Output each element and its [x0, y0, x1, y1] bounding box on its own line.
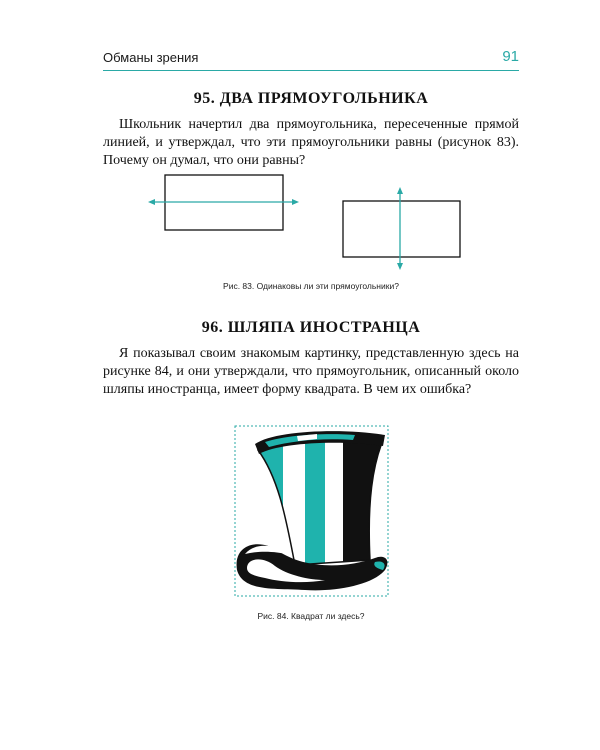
- rectangle-vertical: [343, 201, 460, 257]
- section-95-text: Школьник начертил два прямоугольника, пересеченные прямой линией, и утверждал, что эти прямоугольники равны (рисунок 83). Почему он думал, что они равны?: [103, 117, 519, 168]
- running-header: [103, 48, 519, 71]
- figure-84-hat: [225, 420, 395, 605]
- section-96-text: Я показывал своим знакомым картинку, представленную здесь на рисунке 84, и они утверждали, что прямоугольник, описанный около шляпы иностранца, имеет форму квадрата. В чем их ошибка?: [103, 346, 519, 397]
- section-95-title: 95. ДВА ПРЯМОУГОЛЬНИКА: [193, 90, 429, 107]
- arrow-left-icon: [148, 199, 155, 205]
- arrow-up-icon: [397, 187, 403, 194]
- figure-83-caption: Рис. 83. Одинаковы ли эти прямоугольники?: [223, 281, 399, 291]
- section-96-title: 96. ШЛЯПА ИНОСТРАНЦА: [201, 319, 421, 336]
- figure-84-caption: Рис. 84. Квадрат ли здесь?: [257, 611, 365, 621]
- page-number: 91: [502, 48, 519, 65]
- running-title: Обманы зрения: [103, 50, 199, 65]
- arrow-right-icon: [292, 199, 299, 205]
- arrow-down-icon: [397, 263, 403, 270]
- figure-83-two-rectangles: [140, 168, 480, 276]
